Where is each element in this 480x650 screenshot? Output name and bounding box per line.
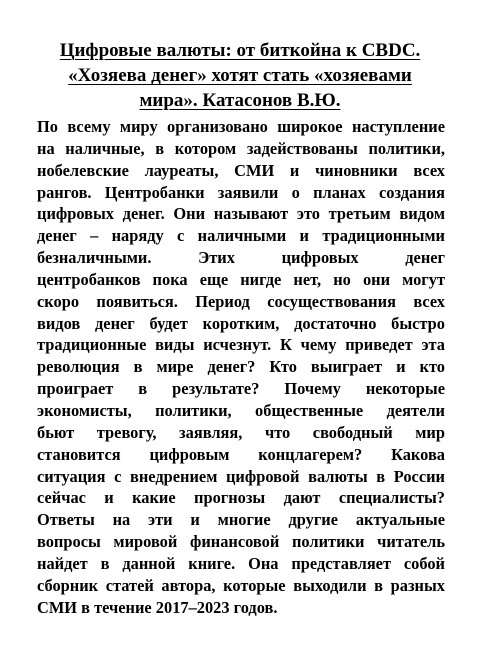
body-line: становится цифровым концлагерем? Какова <box>37 444 445 464</box>
body-line: найдет в данной книге. Она представляет собой <box>37 553 445 573</box>
body-line: на наличные, в котором задействованы политики, <box>37 138 445 158</box>
body-line: видов денег будет коротким, достаточно быстро <box>37 313 445 333</box>
title-line: «Хозяева денег» хотят стать «хозяевами <box>68 65 412 86</box>
body-line: цифровых денег. Они называют это третьим видом <box>37 204 445 224</box>
body-line: экономисты, политики, общественные деятели <box>37 400 445 420</box>
body-line: СМИ в течение 2017–2023 годов. <box>37 597 278 617</box>
body-line: традиционные виды исчезнут. К чему приведет эта <box>37 335 445 355</box>
body-line: революция в мире денег? Кто выиграет и кто <box>37 357 445 377</box>
document-title <box>40 38 440 113</box>
title-line: мира». Катасонов В.Ю. <box>139 90 341 111</box>
body-line: бьют тревогу, заявляя, что свободный мир <box>37 422 445 442</box>
body-line: сейчас и какие прогнозы дают специалисты? <box>37 488 445 508</box>
body-line: центробанков пока еще нигде нет, но они могут <box>37 269 445 289</box>
body-line: вопросы мировой финансовой политики читатель <box>37 532 445 552</box>
body-line: По всему миру организовано широкое наступление <box>37 117 445 136</box>
body-line: безналичными. Этих цифровых денег <box>37 248 445 268</box>
body-line: Ответы на эти и многие другие актуальные <box>37 510 445 530</box>
body-line: нобелевские лауреаты, СМИ и чиновники всех <box>37 160 445 180</box>
body-line: ситуация с внедрением цифровой валюты в России <box>37 466 445 486</box>
body-line: проиграет в результате? Почему некоторые <box>37 379 445 399</box>
body-line: скоро появиться. Период сосуществования всех <box>37 291 445 311</box>
body-paragraph <box>37 116 445 618</box>
body-line: денег – наряду с наличными и традиционными <box>37 226 445 246</box>
body-line: рангов. Центробанки заявили о планах создания <box>37 182 445 202</box>
body-line: сборник статей автора, которые выходили в разных <box>37 575 445 595</box>
title-line: Цифровые валюты: от биткойна к CBDC. <box>59 40 421 61</box>
